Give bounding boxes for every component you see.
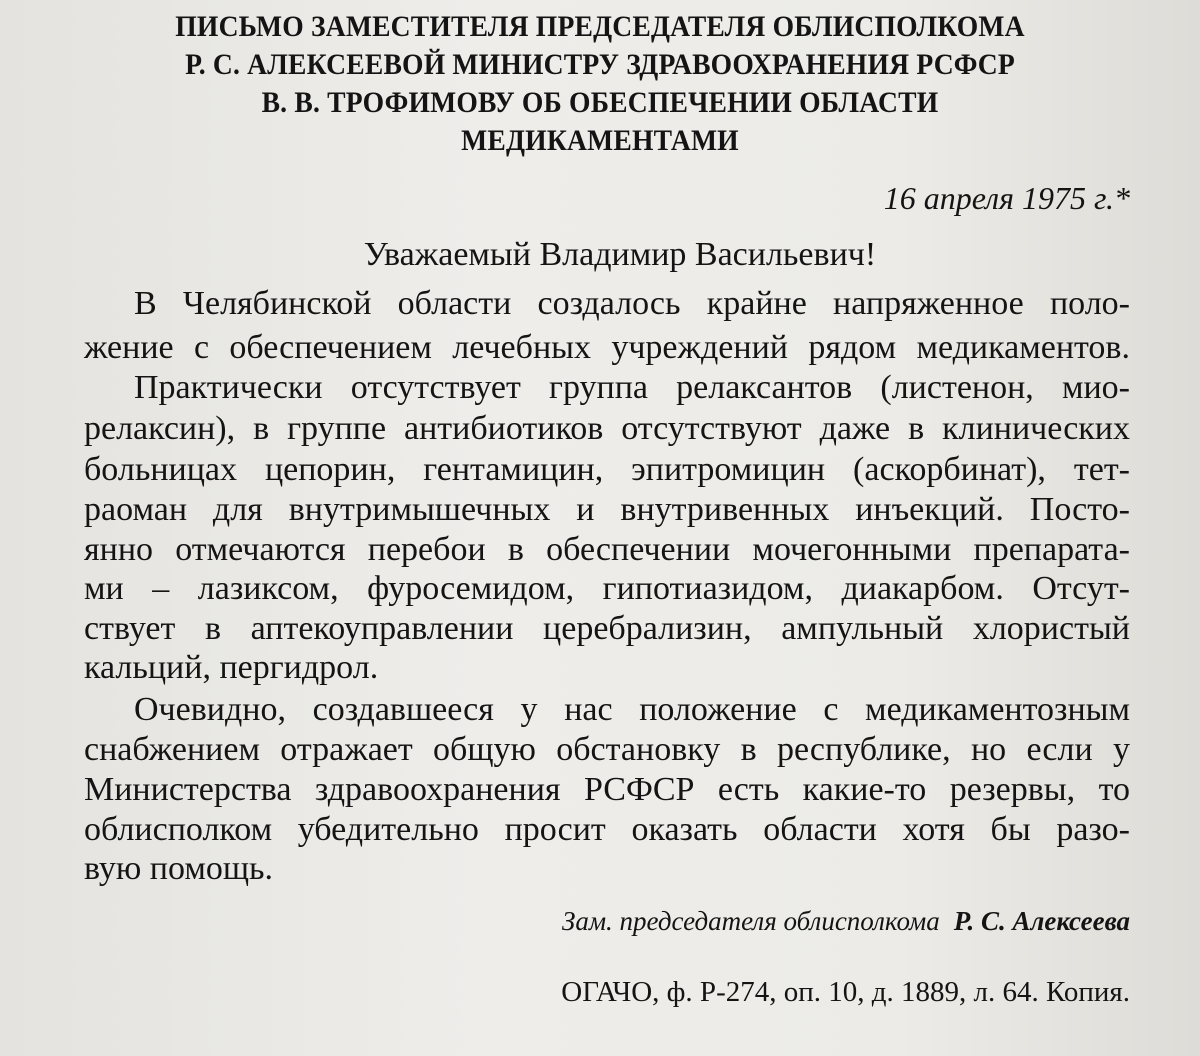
body-line: облисполком убедительно просит оказать области хотя бы разо-	[84, 811, 1130, 848]
body-line: жение с обеспечением лечебных учреждений рядом медикаментов.	[84, 329, 1130, 366]
signature	[562, 906, 1130, 937]
salutation: Уважаемый Владимир Васильевич!	[363, 236, 877, 273]
body-line: вую помощь.	[84, 850, 274, 887]
title-line: В. В. ТРОФИМОВУ ОБ ОБЕСПЕЧЕНИИ ОБЛАСТИ	[261, 86, 939, 119]
body-line: больницах цепорин, гентамицин, эпитромицин (аскорбинат), тет-	[84, 451, 1130, 488]
body-line: Министерства здравоохранения РСФСР есть какие-то резервы, то	[84, 771, 1130, 808]
signature-name: Р. С. Алексеева	[953, 906, 1130, 936]
signature-role: Зам. председателя облисполкома	[561, 906, 940, 936]
document-title	[48, 8, 1152, 160]
body-line: В Челябинской области создалось крайне напряженное поло-	[134, 285, 1130, 322]
title-line: Р. С. АЛЕКСЕЕВОЙ МИНИСТРУ ЗДРАВООХРАНЕНИЯ РСФСР	[185, 48, 1015, 81]
body-line: кальций, пергидрол.	[84, 649, 379, 686]
body-line: снабжением отражает общую обстановку в республике, но если у	[84, 731, 1130, 768]
body-line: Практически отсутствует группа релаксантов (листенон, мио-	[134, 369, 1130, 406]
body-line: ствует в аптекоуправлении церебрализин, ампульный хлористый	[84, 610, 1130, 647]
body-line: ми – лазиксом, фуросемидом, гипотиазидом, диакарбом. Отсут-	[84, 570, 1130, 607]
letter-date: 16 апреля 1975 г.*	[883, 180, 1130, 216]
body-line: релаксин), в группе антибиотиков отсутствуют даже в клинических	[84, 410, 1130, 447]
body-line: янно отмечаются перебои в обеспечении мочегонными препарата-	[84, 531, 1130, 568]
archive-reference: ОГАЧО, ф. Р-274, оп. 10, д. 1889, л. 64. Копия.	[561, 976, 1130, 1008]
body-line: Очевидно, создавшееся у нас положение с медикаментозным	[134, 691, 1130, 728]
title-line: МЕДИКАМЕНТАМИ	[461, 124, 739, 157]
body-line: раоман для внутримышечных и внутривенных инъекций. Посто-	[84, 491, 1130, 528]
title-line: ПИСЬМО ЗАМЕСТИТЕЛЯ ПРЕДСЕДАТЕЛЯ ОБЛИСПОЛКОМА	[175, 10, 1025, 43]
